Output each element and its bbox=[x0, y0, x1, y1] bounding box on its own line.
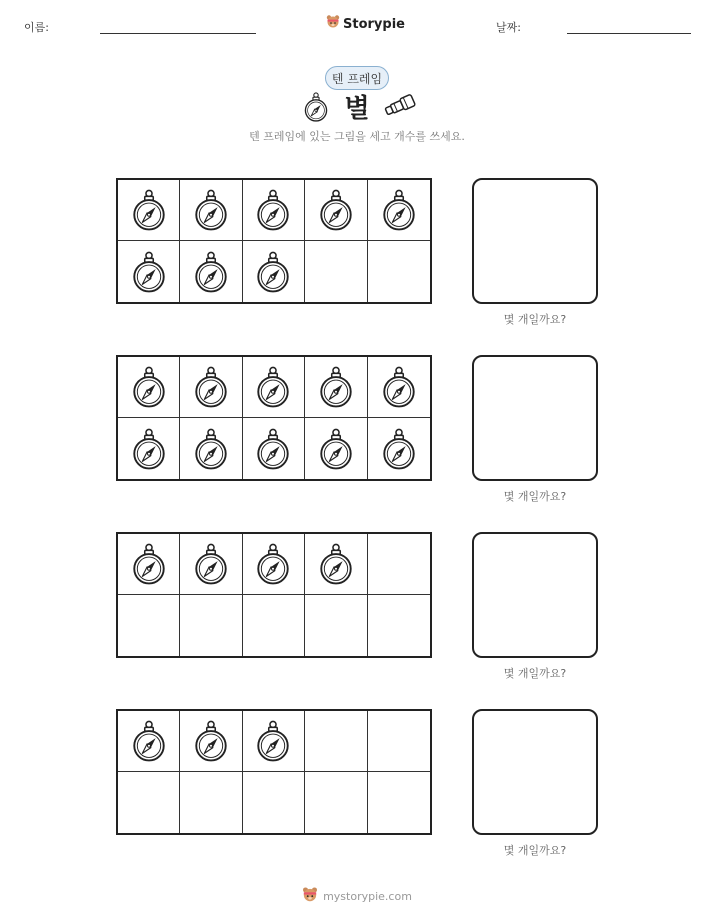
compass-icon bbox=[130, 251, 168, 293]
name-label: 이름: bbox=[24, 21, 49, 34]
answer-box[interactable] bbox=[472, 709, 598, 835]
ten-frame-cell bbox=[368, 772, 430, 833]
compass-icon bbox=[254, 366, 292, 408]
ten-frame-cell bbox=[368, 357, 430, 418]
compass-icon bbox=[192, 189, 230, 231]
ten-frame bbox=[116, 709, 432, 835]
ten-frame-cell bbox=[180, 357, 242, 418]
ten-frame-cell bbox=[118, 711, 180, 772]
compass-icon bbox=[192, 720, 230, 762]
name-write-line[interactable] bbox=[100, 33, 256, 34]
compass-icon bbox=[130, 189, 168, 231]
ten-frame-cell bbox=[118, 418, 180, 479]
ten-frame-cell bbox=[180, 418, 242, 479]
ten-frame-cell bbox=[180, 772, 242, 833]
compass-icon bbox=[192, 366, 230, 408]
footer-url[interactable]: mystorypie.com bbox=[323, 890, 412, 903]
compass-icon bbox=[317, 543, 355, 585]
footer bbox=[0, 886, 714, 907]
ten-frame-cell bbox=[118, 180, 180, 241]
ten-frame-cell bbox=[305, 418, 367, 479]
compass-icon bbox=[254, 720, 292, 762]
ten-frame-cell bbox=[305, 357, 367, 418]
question-label: 몇 개일까요? bbox=[503, 313, 567, 326]
ten-frame-cell bbox=[118, 595, 180, 656]
ten-frame-cell bbox=[305, 534, 367, 595]
ten-frame-cell bbox=[368, 241, 430, 302]
compass-icon bbox=[317, 189, 355, 231]
ten-frame-cell bbox=[180, 241, 242, 302]
ten-frame-cell bbox=[368, 180, 430, 241]
ten-frame bbox=[116, 355, 432, 481]
compass-icon bbox=[317, 428, 355, 470]
compass-icon bbox=[130, 543, 168, 585]
bear-mascot-icon bbox=[302, 886, 318, 907]
ten-frame-cell bbox=[180, 711, 242, 772]
question-label: 몇 개일까요? bbox=[503, 667, 567, 680]
question-label: 몇 개일까요? bbox=[503, 490, 567, 503]
ten-frame-cell bbox=[305, 241, 367, 302]
compass-icon bbox=[380, 189, 418, 231]
compass-icon bbox=[192, 251, 230, 293]
page-title: 별 bbox=[344, 94, 370, 124]
ten-frame-cell bbox=[243, 357, 305, 418]
compass-icon bbox=[254, 428, 292, 470]
compass-icon bbox=[130, 428, 168, 470]
compass-icon bbox=[254, 543, 292, 585]
ten-frame-cell bbox=[368, 595, 430, 656]
answer-box[interactable] bbox=[472, 178, 598, 304]
ten-frame-cell bbox=[368, 534, 430, 595]
ten-frame-cell bbox=[305, 772, 367, 833]
ten-frame-cell bbox=[243, 534, 305, 595]
compass-icon bbox=[192, 428, 230, 470]
compass-icon bbox=[254, 251, 292, 293]
ten-frame bbox=[116, 178, 432, 304]
compass-icon bbox=[130, 720, 168, 762]
brand-name: Storypie bbox=[343, 16, 405, 32]
question-label: 몇 개일까요? bbox=[503, 844, 567, 857]
compass-icon bbox=[254, 189, 292, 231]
telescope-icon bbox=[382, 92, 418, 122]
ten-frame-cell bbox=[118, 357, 180, 418]
ten-frame-cell bbox=[305, 180, 367, 241]
ten-frame-cell bbox=[243, 711, 305, 772]
topic-badge: 텐 프레임 bbox=[325, 66, 389, 90]
ten-frame-cell bbox=[305, 595, 367, 656]
bear-mascot-icon bbox=[326, 14, 340, 34]
ten-frame-cell bbox=[118, 772, 180, 833]
ten-frame-cell bbox=[243, 418, 305, 479]
compass-icon bbox=[380, 428, 418, 470]
compass-icon bbox=[130, 366, 168, 408]
compass-icon bbox=[380, 366, 418, 408]
ten-frame bbox=[116, 532, 432, 658]
date-write-line[interactable] bbox=[567, 33, 691, 34]
ten-frame-cell bbox=[180, 180, 242, 241]
ten-frame-cell bbox=[368, 418, 430, 479]
ten-frame-cell bbox=[243, 772, 305, 833]
compass-icon bbox=[192, 543, 230, 585]
ten-frame-cell bbox=[118, 534, 180, 595]
ten-frame-cell bbox=[180, 534, 242, 595]
instruction-text: 텐 프레임에 있는 그림을 세고 개수를 쓰세요. bbox=[249, 130, 465, 143]
ten-frame-cell bbox=[368, 711, 430, 772]
answer-box[interactable] bbox=[472, 355, 598, 481]
date-label: 날짜: bbox=[496, 21, 521, 34]
ten-frame-cell bbox=[243, 180, 305, 241]
ten-frame-cell bbox=[118, 241, 180, 302]
ten-frame-cell bbox=[180, 595, 242, 656]
compass-icon bbox=[317, 366, 355, 408]
brand-logo bbox=[326, 14, 405, 34]
ten-frame-cell bbox=[243, 241, 305, 302]
ten-frame-cell bbox=[305, 711, 367, 772]
ten-frame-cell bbox=[243, 595, 305, 656]
answer-box[interactable] bbox=[472, 532, 598, 658]
